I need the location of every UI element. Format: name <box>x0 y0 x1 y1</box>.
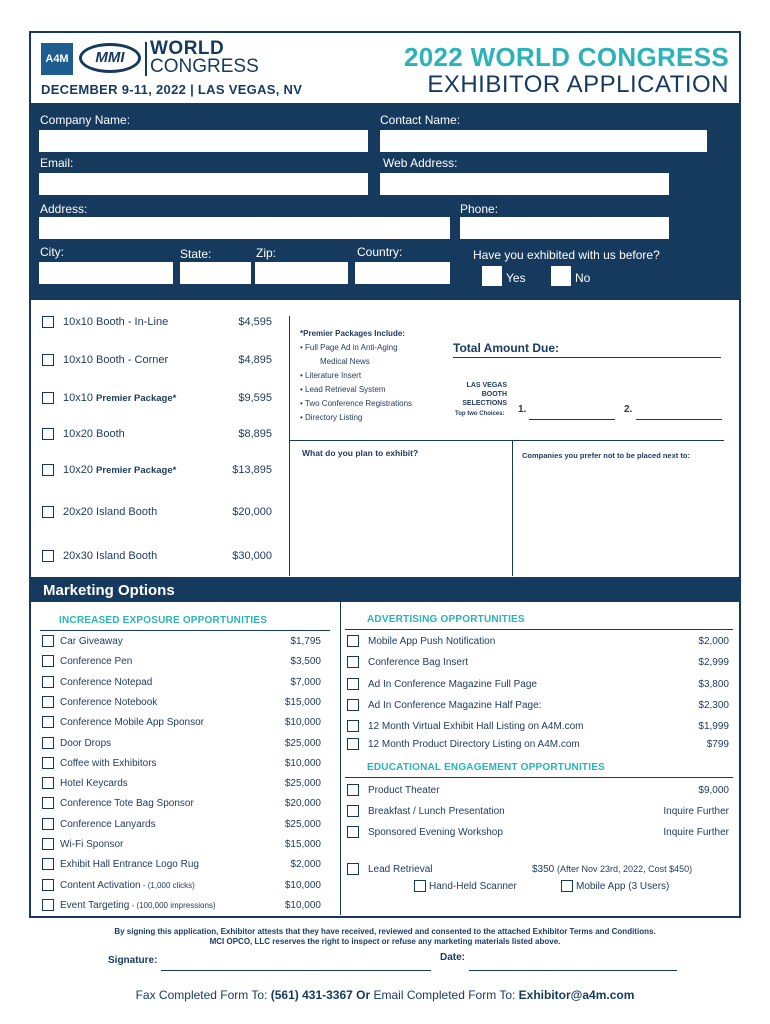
mobile-app-checkbox[interactable] <box>561 880 573 892</box>
fax-number: (561) 431-3367 <box>270 988 353 1002</box>
educational-option-label: Breakfast / Lunch Presentation <box>368 806 505 817</box>
event-date-location: DECEMBER 9-11, 2022 | LAS VEGAS, NV <box>41 82 303 97</box>
exposure-option-checkbox[interactable] <box>42 838 54 850</box>
exposure-option-price: $10,000 <box>284 757 321 769</box>
booth-column-divider <box>289 316 290 576</box>
educational-option-checkbox[interactable] <box>347 805 359 817</box>
exposure-option-label: Conference Lanyards <box>60 818 156 830</box>
booth-price: $8,895 <box>238 428 272 440</box>
city-label: City: <box>40 245 64 259</box>
exhibited-before-question: Have you exhibited with us before? <box>473 248 660 262</box>
advertising-option-price: $799 <box>706 739 729 750</box>
lead-retrieval-price: $350 (After Nov 23rd, 2022, Cost $450) <box>532 864 693 875</box>
email-label: Email: <box>40 156 74 170</box>
educational-option-checkbox[interactable] <box>347 826 359 838</box>
page-title: 2022 WORLD CONGRESS <box>404 42 729 72</box>
lead-retrieval-label: Lead Retrieval <box>368 864 433 875</box>
advertising-option-price: $1,999 <box>698 721 729 732</box>
address-label: Address: <box>40 202 88 216</box>
exposure-option-price: $25,000 <box>284 737 321 749</box>
exposure-option-price: $15,000 <box>284 696 321 708</box>
booth-price: $9,595 <box>238 392 272 404</box>
signature-line[interactable] <box>161 970 431 971</box>
booth-checkbox[interactable] <box>42 316 54 328</box>
page-subtitle: EXHIBITOR APPLICATION <box>427 71 729 98</box>
mmi-logo: MMI <box>79 43 141 73</box>
exposure-option-price: $10,000 <box>284 879 321 891</box>
advertising-option-label: Ad In Conference Magazine Half Page: <box>368 700 542 711</box>
educational-heading-rule <box>345 777 733 778</box>
educational-option-price: Inquire Further <box>663 806 729 817</box>
exposure-option-checkbox[interactable] <box>42 716 54 728</box>
booth-checkbox[interactable] <box>42 428 54 440</box>
educational-option-price: $9,000 <box>698 785 729 796</box>
booth-option-label: 10x10 Premier Package* <box>63 392 177 404</box>
premier-packages-list <box>300 327 412 425</box>
exposure-option-label: Conference Tote Bag Sponsor <box>60 798 194 810</box>
exposure-option-price: $25,000 <box>284 778 321 790</box>
top-two-choices-label: Top two Choices: <box>455 411 505 417</box>
exposure-option-label: Hotel Keycards <box>60 778 128 790</box>
plan-exhibit-question: What do you plan to exhibit? <box>302 448 419 458</box>
company-name-label: Company Name: <box>40 113 131 127</box>
advertising-option-checkbox[interactable] <box>347 635 359 647</box>
lead-retrieval-checkbox[interactable] <box>347 863 359 875</box>
advertising-option-checkbox[interactable] <box>347 699 359 711</box>
plan-avoid-divider <box>512 440 513 576</box>
submission-email[interactable]: Exhibitor@a4m.com <box>518 988 635 1002</box>
advertising-option-checkbox[interactable] <box>347 678 359 690</box>
signature-label: Signature: <box>108 955 158 966</box>
exposure-option-price: $10,000 <box>284 899 321 911</box>
city-input[interactable] <box>39 262 173 284</box>
advertising-option-checkbox[interactable] <box>347 738 359 750</box>
educational-option-label: Sponsored Evening Workshop <box>368 827 503 838</box>
booth-price: $13,895 <box>232 464 272 476</box>
booth-option-label: 10x10 Booth - Corner <box>63 354 169 366</box>
booth-option-label: 10x10 Booth - In-Line <box>63 316 169 328</box>
email-input[interactable] <box>39 173 368 195</box>
exposure-option-checkbox[interactable] <box>42 899 54 911</box>
educational-heading: EDUCATIONAL ENGAGEMENT OPPORTUNITIES <box>367 762 605 773</box>
exposure-option-label: Car Giveaway <box>60 636 123 647</box>
advertising-option-checkbox[interactable] <box>347 656 359 668</box>
exposure-option-checkbox[interactable] <box>42 635 54 647</box>
exposure-option-checkbox[interactable] <box>42 757 54 769</box>
exposure-option-checkbox[interactable] <box>42 879 54 891</box>
booth-price: $4,595 <box>238 316 272 328</box>
exposure-option-label: Door Drops <box>60 737 112 749</box>
consent-text-1: By signing this application, Exhibitor attests that they have received, reviewed and consented to the attached Exhibitor Terms and Conditions. <box>114 927 656 936</box>
booth-checkbox[interactable] <box>42 550 54 562</box>
exposure-option-label: Conference Mobile App Sponsor <box>60 717 204 729</box>
exposure-option-label: Conference Notepad <box>60 676 153 688</box>
contact-name-label: Contact Name: <box>380 113 461 127</box>
web-address-input[interactable] <box>380 173 669 195</box>
booth-selections-label: LAS VEGAS BOOTH SELECTIONS <box>462 382 507 407</box>
booth-price: $4,895 <box>238 354 272 366</box>
exposure-option-label: Exhibit Hall Entrance Logo Rug <box>60 859 199 871</box>
exhibited-yes-checkbox[interactable] <box>482 266 502 286</box>
web-address-label: Web Address: <box>383 156 458 170</box>
advertising-option-label: Mobile App Push Notification <box>368 636 496 647</box>
exposure-option-label: Coffee with Exhibitors <box>60 757 157 769</box>
country-label: Country: <box>357 245 403 259</box>
booth-option-label: 20x20 Island Booth <box>63 506 158 518</box>
exposure-option-price: $3,500 <box>290 656 321 668</box>
submission-instructions: Fax Completed Form To: (561) 431-3367 Or Email Completed Form To: Exhibitor@a4m.com <box>135 988 635 1002</box>
choice-1-label: 1. <box>518 404 527 415</box>
booth-checkbox[interactable] <box>42 354 54 366</box>
exposure-option-label: Conference Pen <box>60 656 133 668</box>
premier-package-item: • Two Conference Registrations <box>300 399 413 408</box>
advertising-option-label: 12 Month Virtual Exhibit Hall Listing on A4M.com <box>368 721 584 732</box>
exposure-option-label: Content Activation - (1,000 clicks) <box>60 879 195 891</box>
mobile-app-label: Mobile App (3 Users) <box>576 881 670 892</box>
country-input[interactable] <box>355 262 450 284</box>
exposure-option-checkbox[interactable] <box>42 676 54 688</box>
state-input[interactable] <box>180 262 251 284</box>
logo-world-text: WORLD <box>150 38 225 59</box>
advertising-option-label: Conference Bag Insert <box>368 657 469 668</box>
exposure-option-price: $7,000 <box>290 676 321 688</box>
advertising-heading-rule <box>345 629 733 630</box>
advertising-option-price: $2,999 <box>698 657 729 668</box>
total-amount-line[interactable] <box>453 357 721 358</box>
state-label: State: <box>180 247 212 261</box>
exhibited-no-checkbox[interactable] <box>551 266 571 286</box>
exposure-option-checkbox[interactable] <box>42 858 54 870</box>
educational-option-price: Inquire Further <box>663 827 729 838</box>
premier-package-item: • Full Page Ad in Anti-Aging <box>300 343 398 352</box>
exposure-option-checkbox[interactable] <box>42 818 54 830</box>
zip-label: Zip: <box>256 246 277 260</box>
date-line[interactable] <box>469 970 677 971</box>
handheld-scanner-checkbox[interactable] <box>414 880 426 892</box>
advertising-option-label: 12 Month Product Directory Listing on A4M.com <box>368 739 580 750</box>
educational-option-checkbox[interactable] <box>347 784 359 796</box>
exposure-option-checkbox[interactable] <box>42 737 54 749</box>
zip-input[interactable] <box>255 262 348 284</box>
marketing-title: Marketing Options <box>43 582 175 599</box>
exposure-heading: INCREASED EXPOSURE OPPORTUNITIES <box>59 615 268 626</box>
exposure-option-label: Event Targeting - (100,000 impressions) <box>60 899 216 911</box>
booth-option-label: 10x20 Booth <box>63 428 125 440</box>
exposure-option-label: Conference Notebook <box>60 696 158 708</box>
booth-option-label: 20x30 Island Booth <box>63 550 158 562</box>
premier-package-item: • Lead Retrieval System <box>300 385 386 394</box>
marketing-column-divider <box>340 602 341 915</box>
phone-input[interactable] <box>460 217 669 239</box>
booth-option-label: 10x20 Premier Package* <box>63 464 177 476</box>
exposure-option-checkbox[interactable] <box>42 655 54 667</box>
exposure-heading-rule <box>40 630 330 631</box>
logo-congress-text: CONGRESS <box>150 56 259 77</box>
educational-option-label: Product Theater <box>368 785 440 796</box>
a4m-logo: A4M <box>41 43 73 75</box>
advertising-option-checkbox[interactable] <box>347 720 359 732</box>
advertising-option-price: $2,000 <box>698 636 729 647</box>
company-name-input[interactable] <box>39 130 368 152</box>
advertising-option-price: $2,300 <box>698 700 729 711</box>
exposure-option-checkbox[interactable] <box>42 696 54 708</box>
exposure-option-checkbox[interactable] <box>42 797 54 809</box>
exhibited-yes-label: Yes <box>506 271 526 285</box>
exposure-option-checkbox[interactable] <box>42 777 54 789</box>
plan-section-divider <box>290 440 724 441</box>
exposure-option-price: $1,795 <box>290 636 321 647</box>
exposure-option-price: $15,000 <box>284 839 321 850</box>
exposure-option-price: $20,000 <box>284 798 321 810</box>
premier-package-item: Medical News <box>320 357 370 366</box>
advertising-option-label: Ad In Conference Magazine Full Page <box>368 679 537 690</box>
logo-divider <box>145 42 147 76</box>
exposure-option-price: $10,000 <box>284 717 321 729</box>
exhibited-no-label: No <box>575 271 591 285</box>
premier-package-item: • Directory Listing <box>300 413 363 422</box>
contact-name-input[interactable] <box>380 130 707 152</box>
advertising-option-price: $3,800 <box>698 679 729 690</box>
booth-checkbox[interactable] <box>42 464 54 476</box>
total-amount-label: Total Amount Due: <box>453 341 559 355</box>
booth-price: $20,000 <box>232 506 272 518</box>
booth-checkbox[interactable] <box>42 392 54 404</box>
handheld-scanner-label: Hand-Held Scanner <box>429 881 517 892</box>
choice-2-line[interactable] <box>636 419 722 420</box>
choice-2-label: 2. <box>624 404 633 415</box>
premier-packages-title: *Premier Packages Include: <box>300 329 405 338</box>
consent-text-2: MCI OPCO, LLC reserves the right to inspect or refuse any marketing materials listed above. <box>209 937 561 946</box>
premier-package-item: • Literature Insert <box>300 371 362 380</box>
date-label: Date: <box>440 952 466 963</box>
exposure-option-price: $25,000 <box>284 818 321 830</box>
avoid-companies-question: Companies you prefer not to be placed next to: <box>522 451 690 460</box>
exposure-option-price: $2,000 <box>290 859 321 871</box>
exposure-option-label: Wi-Fi Sponsor <box>60 839 124 850</box>
choice-1-line[interactable] <box>529 419 615 420</box>
booth-checkbox[interactable] <box>42 506 54 518</box>
phone-label: Phone: <box>460 202 499 216</box>
booth-price: $30,000 <box>232 550 272 562</box>
advertising-heading: ADVERTISING OPPORTUNITIES <box>367 614 525 625</box>
address-input[interactable] <box>39 217 450 239</box>
